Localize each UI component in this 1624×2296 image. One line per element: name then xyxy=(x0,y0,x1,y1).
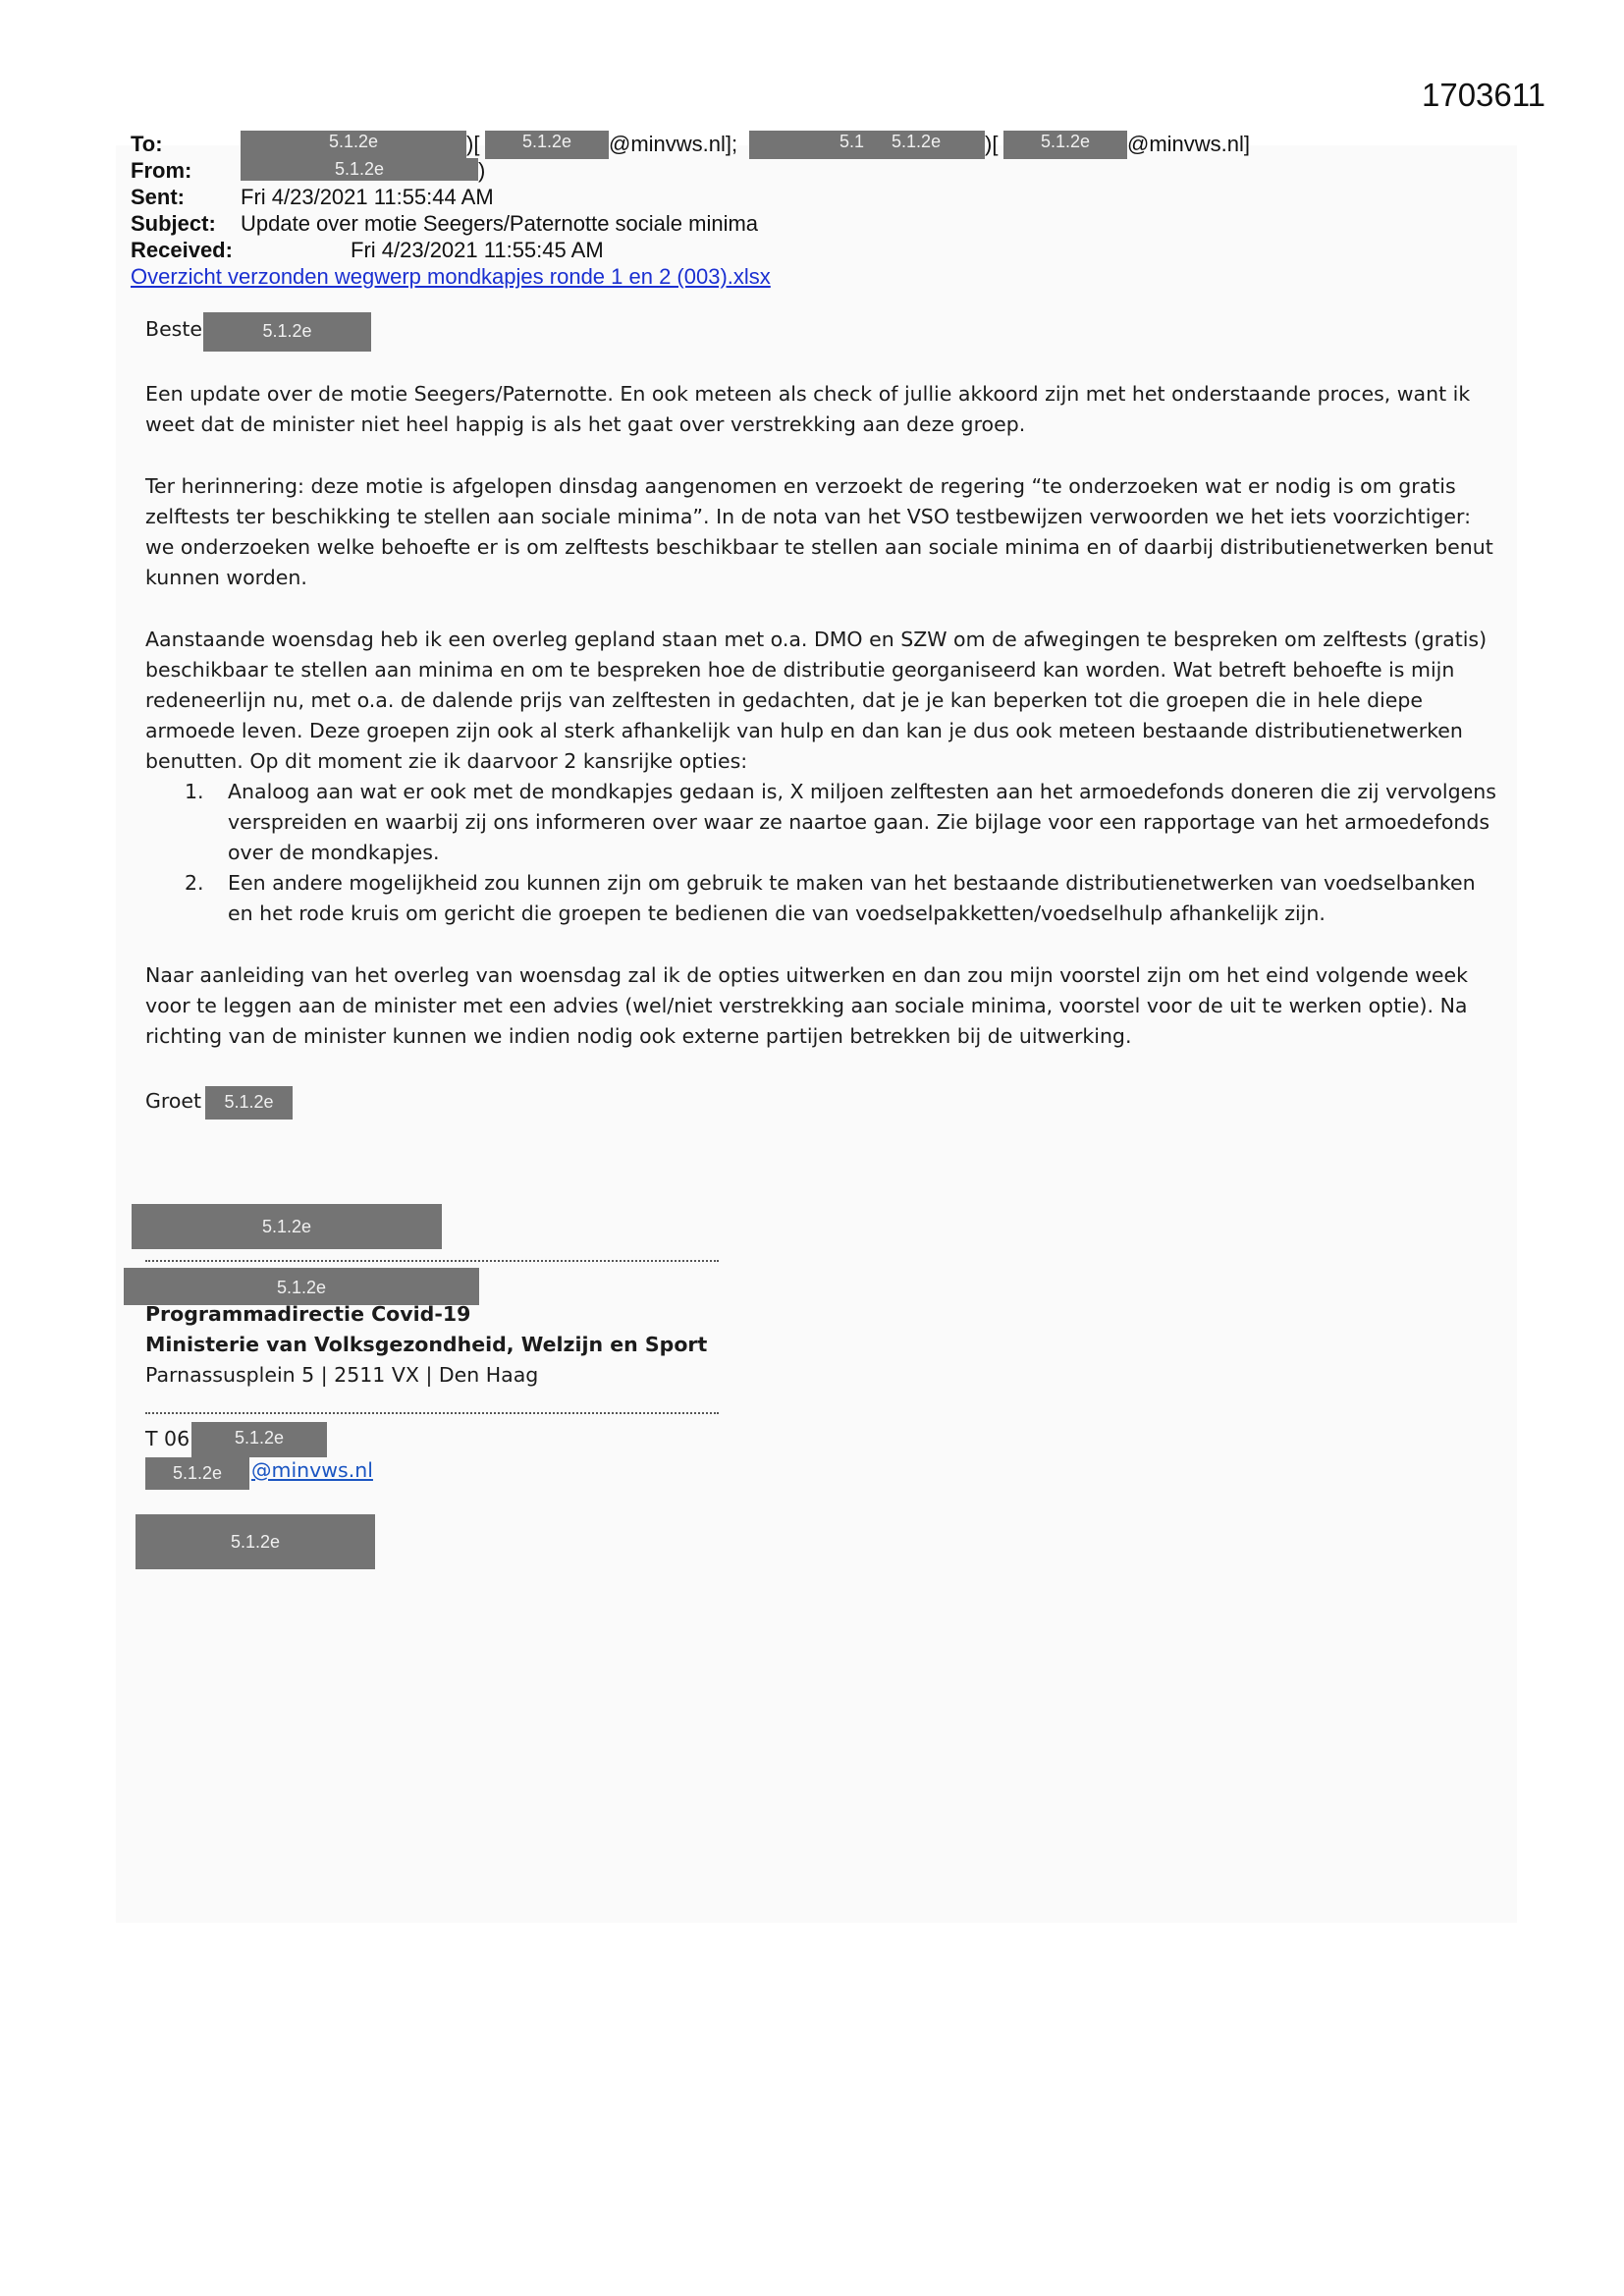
redaction-from: 5.1.2e xyxy=(241,158,478,181)
to-domain-1: @minvws.nl]; xyxy=(609,132,738,156)
list-number: 2. xyxy=(185,871,204,895)
paragraph-1: Een update over de motie Seegers/Paternotte. En ook meteen als check of jullie akkoord zijn met het onderstaande proces, want ik weet dat de minister niet heel happig is als het gaat over verstrekking aan deze groep. xyxy=(145,382,1471,436)
redaction-signature-title: 5.1.2e xyxy=(124,1268,479,1305)
signature-address: Parnassusplein 5 | 2511 VX | Den Haag xyxy=(145,1363,539,1387)
redaction-email-user: 5.1.2e xyxy=(145,1457,249,1490)
redaction-signature-name: 5.1.2e xyxy=(132,1204,442,1249)
list-text: Analoog aan wat er ook met de mondkapjes gedaan is, X miljoen zelftesten aan het armoedefonds doneren die zij vervolgens verspreiden en waarbij zij ons informeren over waar ze naartoe gaan. Zie bijlage voor een rapportage van het armoedefonds over de mondkapjes. xyxy=(228,780,1496,864)
subject-value: Update over motie Seegers/Paternotte sociale minima xyxy=(241,211,759,236)
from-close-paren: ) xyxy=(478,158,486,183)
redaction-to-email-2: 5.1.2e xyxy=(1003,131,1127,159)
paragraph-3: Aanstaande woensdag heb ik een overleg gepland staan met o.a. DMO en SZW om de afwegingen te bespreken om zelftests (gratis) beschikbaar te stellen aan minima en om te bespreken hoe de distributie georganiseerd kan worden. Wat betreft behoefte is mijn redeneerlijn nu, met o.a. de dalende prijs van zelftesten in gedachten, dat je je kan beperken tot die groepen die in hele diepe armoede leven. Deze groepen zijn ook al sterk afhankelijk van hulp en dan kan je dus ook meteen bestaande distributienetwerken benutten. Op dit moment zie ik daarvoor 2 kansrijke opties: xyxy=(145,628,1488,773)
signature-email-domain xyxy=(251,1458,373,1482)
signature-divider xyxy=(145,1412,719,1414)
email-link[interactable]: @minvws.nl xyxy=(251,1458,373,1482)
document-number: 1703611 xyxy=(1422,77,1546,113)
redaction-recipient-name: 5.1.2e xyxy=(203,312,371,352)
closing: Groet xyxy=(145,1089,202,1113)
phone-prefix: T 06 xyxy=(145,1427,190,1450)
sent-value: Fri 4/23/2021 11:55:44 AM xyxy=(241,185,494,209)
redaction-signature-footer: 5.1.2e xyxy=(135,1514,375,1569)
to-label: To: xyxy=(131,132,163,156)
to-separator-2: )[ xyxy=(985,132,999,156)
list-item xyxy=(145,777,1500,868)
from-label: From: xyxy=(131,158,192,183)
sent-label: Sent: xyxy=(131,185,185,209)
paragraph-2: Ter herinnering: deze motie is afgelopen dinsdag aangenomen en verzoekt de regering “te onderzoeken wat er nodig is om gratis zelftests ter beschikking te stellen aan sociale minima”. In de nota van het VSO testbewijzen verwoorden we het iets voorzichtiger: we onderzoeken welke behoefte er is om zelftests beschikbaar te stellen aan sociale minima en of daarbij distributienetwerken benut kunnen worden. xyxy=(145,474,1493,589)
paragraph-4: Naar aanleiding van het overleg van woensdag zal ik de opties uitwerken en dan zou mijn voorstel zijn om het eind volgende week voor te leggen aan de minister met een advies (wel/niet verstrekking aan sociale minima, voorstel voor de uit te werken optie). Na richting van de minister kunnen we indien nodig ook externe partijen betrekken bij de uitwerking. xyxy=(145,963,1468,1048)
attachment-row xyxy=(131,263,771,290)
options-list xyxy=(145,777,1500,929)
to-separator-1: )[ xyxy=(466,132,480,156)
to-domain-2: @minvws.nl] xyxy=(1127,132,1251,156)
redaction-code-label: 5.1.2e xyxy=(892,132,942,151)
signature-ministry: Ministerie van Volksgezondheid, Welzijn en Sport xyxy=(145,1333,708,1356)
redaction-phone: 5.1.2e xyxy=(191,1422,327,1457)
list-number: 1. xyxy=(185,780,204,803)
subject-label: Subject: xyxy=(131,211,216,236)
signature-divider xyxy=(145,1260,719,1262)
list-item xyxy=(145,868,1500,929)
received-label: Received: xyxy=(131,238,233,262)
redaction-to-name-2 xyxy=(749,131,985,159)
redaction-partial-code: 5.1 xyxy=(839,132,865,151)
signature-department: Programmadirectie Covid-19 xyxy=(145,1302,471,1326)
redaction-to-email-1: 5.1.2e xyxy=(485,131,609,159)
redaction-to-name-1: 5.1.2e xyxy=(241,131,466,159)
list-text: Een andere mogelijkheid zou kunnen zijn om gebruik te maken van het bestaande distributienetwerken van voedselbanken en het rode kruis om gericht die groepen te bedienen die van voedselpakketten/voedselhulp afhankelijk zijn. xyxy=(228,871,1476,925)
received-value: Fri 4/23/2021 11:55:45 AM xyxy=(351,238,604,262)
attachment-link[interactable]: Overzicht verzonden wegwerp mondkapjes ronde 1 en 2 (003).xlsx xyxy=(131,264,771,289)
redaction-sender-name: 5.1.2e xyxy=(205,1086,293,1120)
salutation: Beste xyxy=(145,317,203,341)
